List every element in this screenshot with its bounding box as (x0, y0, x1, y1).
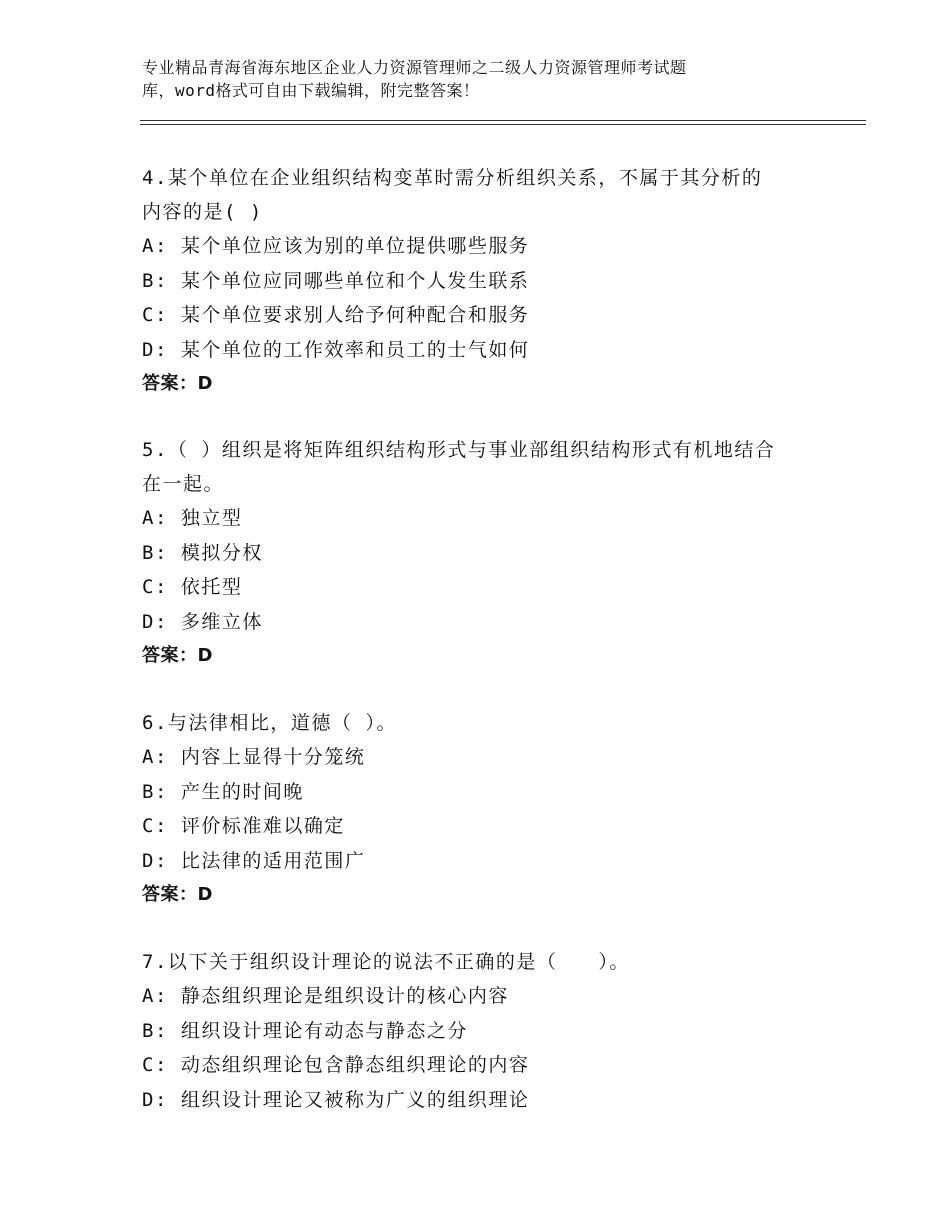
option-a: A: 独立型 (142, 507, 243, 529)
option-b: B: 某个单位应同哪些单位和个人发生联系 (142, 269, 530, 292)
option-a: A: 静态组织理论是组织设计的核心内容 (142, 985, 509, 1007)
question-text-line: 5.（ ）组织是将矩阵组织结构形式与事业部组织结构形式有机地结合 (142, 439, 776, 461)
option-c: C: 动态组织理论包含静态组织理论的内容 (142, 1054, 530, 1076)
header-line-2: 库，word格式可自由下载编辑，附完整答案！ (142, 81, 480, 100)
question-text-line: 内容的是( ) (142, 201, 263, 223)
option-b: B: 组织设计理论有动态与静态之分 (142, 1019, 468, 1042)
question-5 (142, 433, 822, 673)
header-divider-bottom (140, 124, 866, 125)
header-divider-top (140, 120, 866, 121)
question-4 (142, 161, 822, 401)
question-7 (142, 945, 822, 1117)
answer-line: 答案：D (142, 373, 213, 394)
option-a: A: 内容上显得十分笼统 (142, 746, 366, 768)
answer-line: 答案：D (142, 884, 213, 905)
option-a: A: 某个单位应该为别的单位提供哪些服务 (142, 235, 530, 257)
question-text-line: 7.以下关于组织设计理论的说法不正确的是（ ）。 (142, 951, 630, 973)
option-b: B: 产生的时间晚 (142, 780, 304, 803)
option-d: D: 组织设计理论又被称为广义的组织理论 (142, 1088, 530, 1111)
option-d: D: 多维立体 (142, 610, 263, 633)
question-text-line: 在一起。 (142, 473, 225, 495)
question-6 (142, 706, 822, 912)
document-header (142, 56, 802, 102)
option-c: C: 依托型 (142, 576, 243, 598)
option-d: D: 某个单位的工作效率和员工的士气如何 (142, 338, 530, 361)
option-d: D: 比法律的适用范围广 (142, 849, 366, 872)
question-text-line: 6.与法律相比，道德（ ）。 (142, 712, 397, 734)
question-text-line: 4.某个单位在企业组织结构变革时需分析组织关系，不属于其分析的 (142, 167, 763, 189)
answer-line: 答案：D (142, 645, 213, 666)
option-b: B: 模拟分权 (142, 541, 263, 564)
option-c: C: 某个单位要求别人给予何种配合和服务 (142, 304, 530, 326)
option-c: C: 评价标准难以确定 (142, 815, 345, 837)
header-line-1: 专业精品青海省海东地区企业人力资源管理师之二级人力资源管理师考试题 (142, 58, 687, 77)
